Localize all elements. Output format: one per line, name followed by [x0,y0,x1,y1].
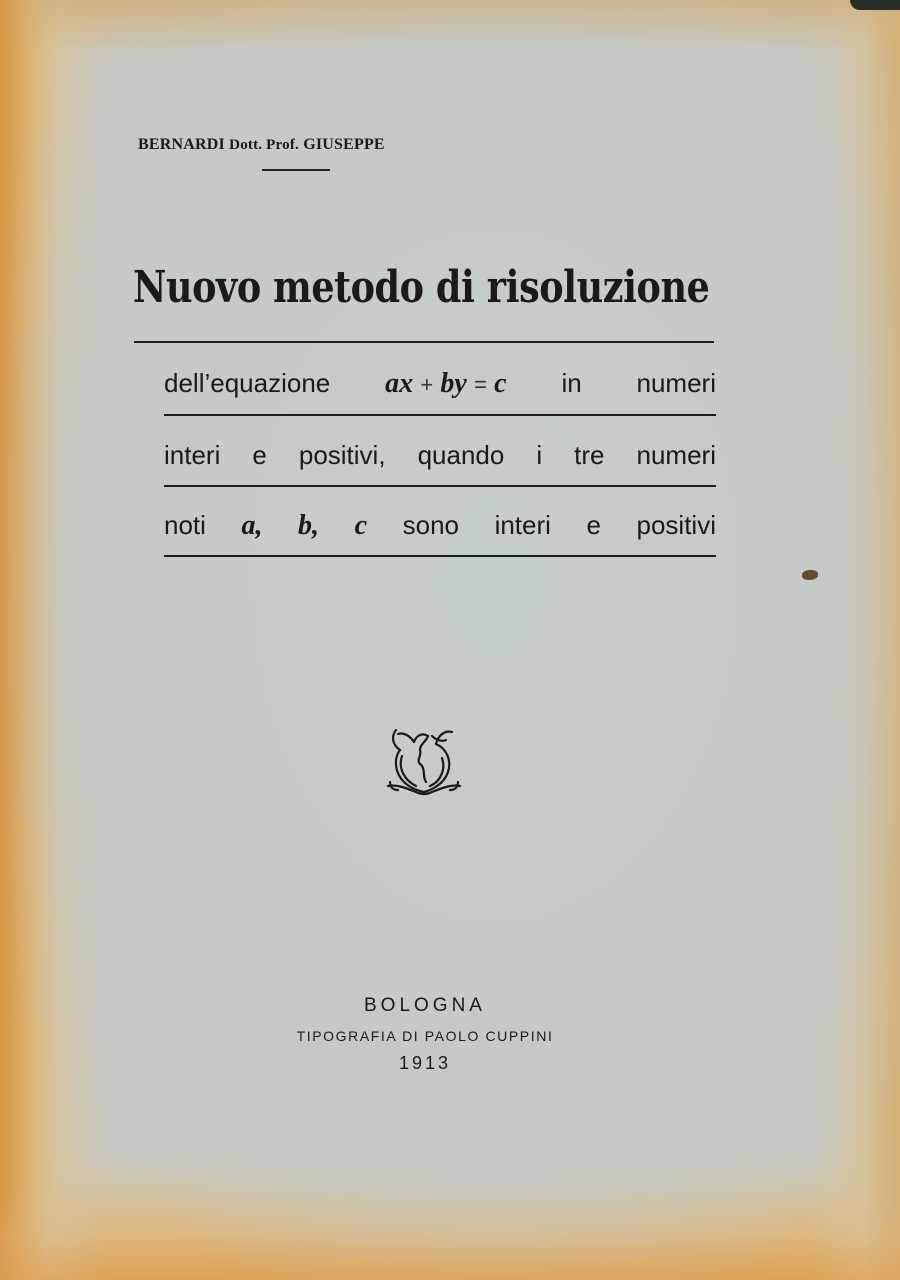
paper-edge-left [0,0,60,1280]
equation-plus: + [420,372,434,397]
variable-b: b, [298,510,320,541]
subtitle-word: positivi, [298,440,386,470]
subtitle-word: positivi [636,510,716,540]
author-divider [262,169,330,171]
subtitle-word: numeri [636,368,716,398]
equation [385,368,507,400]
book-title: Nuovo metodo di risoluzione [133,262,710,313]
subtitle-line-1 [164,368,716,400]
variable-c: c [354,510,368,541]
subtitle-word: numeri [636,440,716,470]
subtitle-rule-3 [164,555,716,557]
author-given-name: GIUSEPPE [303,136,385,153]
subtitle-word: i [536,440,543,470]
imprint-city: BOLOGNA [364,995,486,1016]
equation-equals: = [474,372,487,397]
subtitle-word: in [561,368,582,398]
floral-printer-mark-icon [386,724,462,800]
subtitle-prefix: dell’equazione [164,368,331,398]
subtitle-line-3 [164,510,716,542]
subtitle-word: interi [494,510,551,540]
subtitle-word: sono [402,510,459,540]
subtitle-word: quando [417,440,505,470]
imprint-printer: TIPOGRAFIA DI PAOLO CUPPINI [296,1028,554,1044]
imprint-year: 1913 [398,1053,452,1073]
paper-edge-right [830,0,900,1280]
equation-term-by: by [440,368,467,399]
author-titles: Dott. Prof. [229,137,299,153]
variable-a: a, [241,510,263,541]
subtitle-word: e [252,440,267,470]
subtitle-word: noti [164,510,206,540]
subtitle-line-2 [164,440,716,471]
equation-term-c: c [494,368,507,399]
background-corner [850,0,900,10]
paper-edge-top [0,0,900,50]
subtitle-word: e [586,510,601,540]
paper-stain [802,570,818,580]
subtitle-rule-2 [164,485,716,487]
author-surname: BERNARDI [138,136,225,153]
author-line [138,136,385,154]
subtitle-word: interi [164,440,221,470]
equation-term-ax: ax [385,368,414,399]
paper-edge-bottom [0,1190,900,1280]
subtitle-rule-1 [164,414,716,416]
title-rule [134,341,714,343]
subtitle-word: tre [574,440,605,470]
